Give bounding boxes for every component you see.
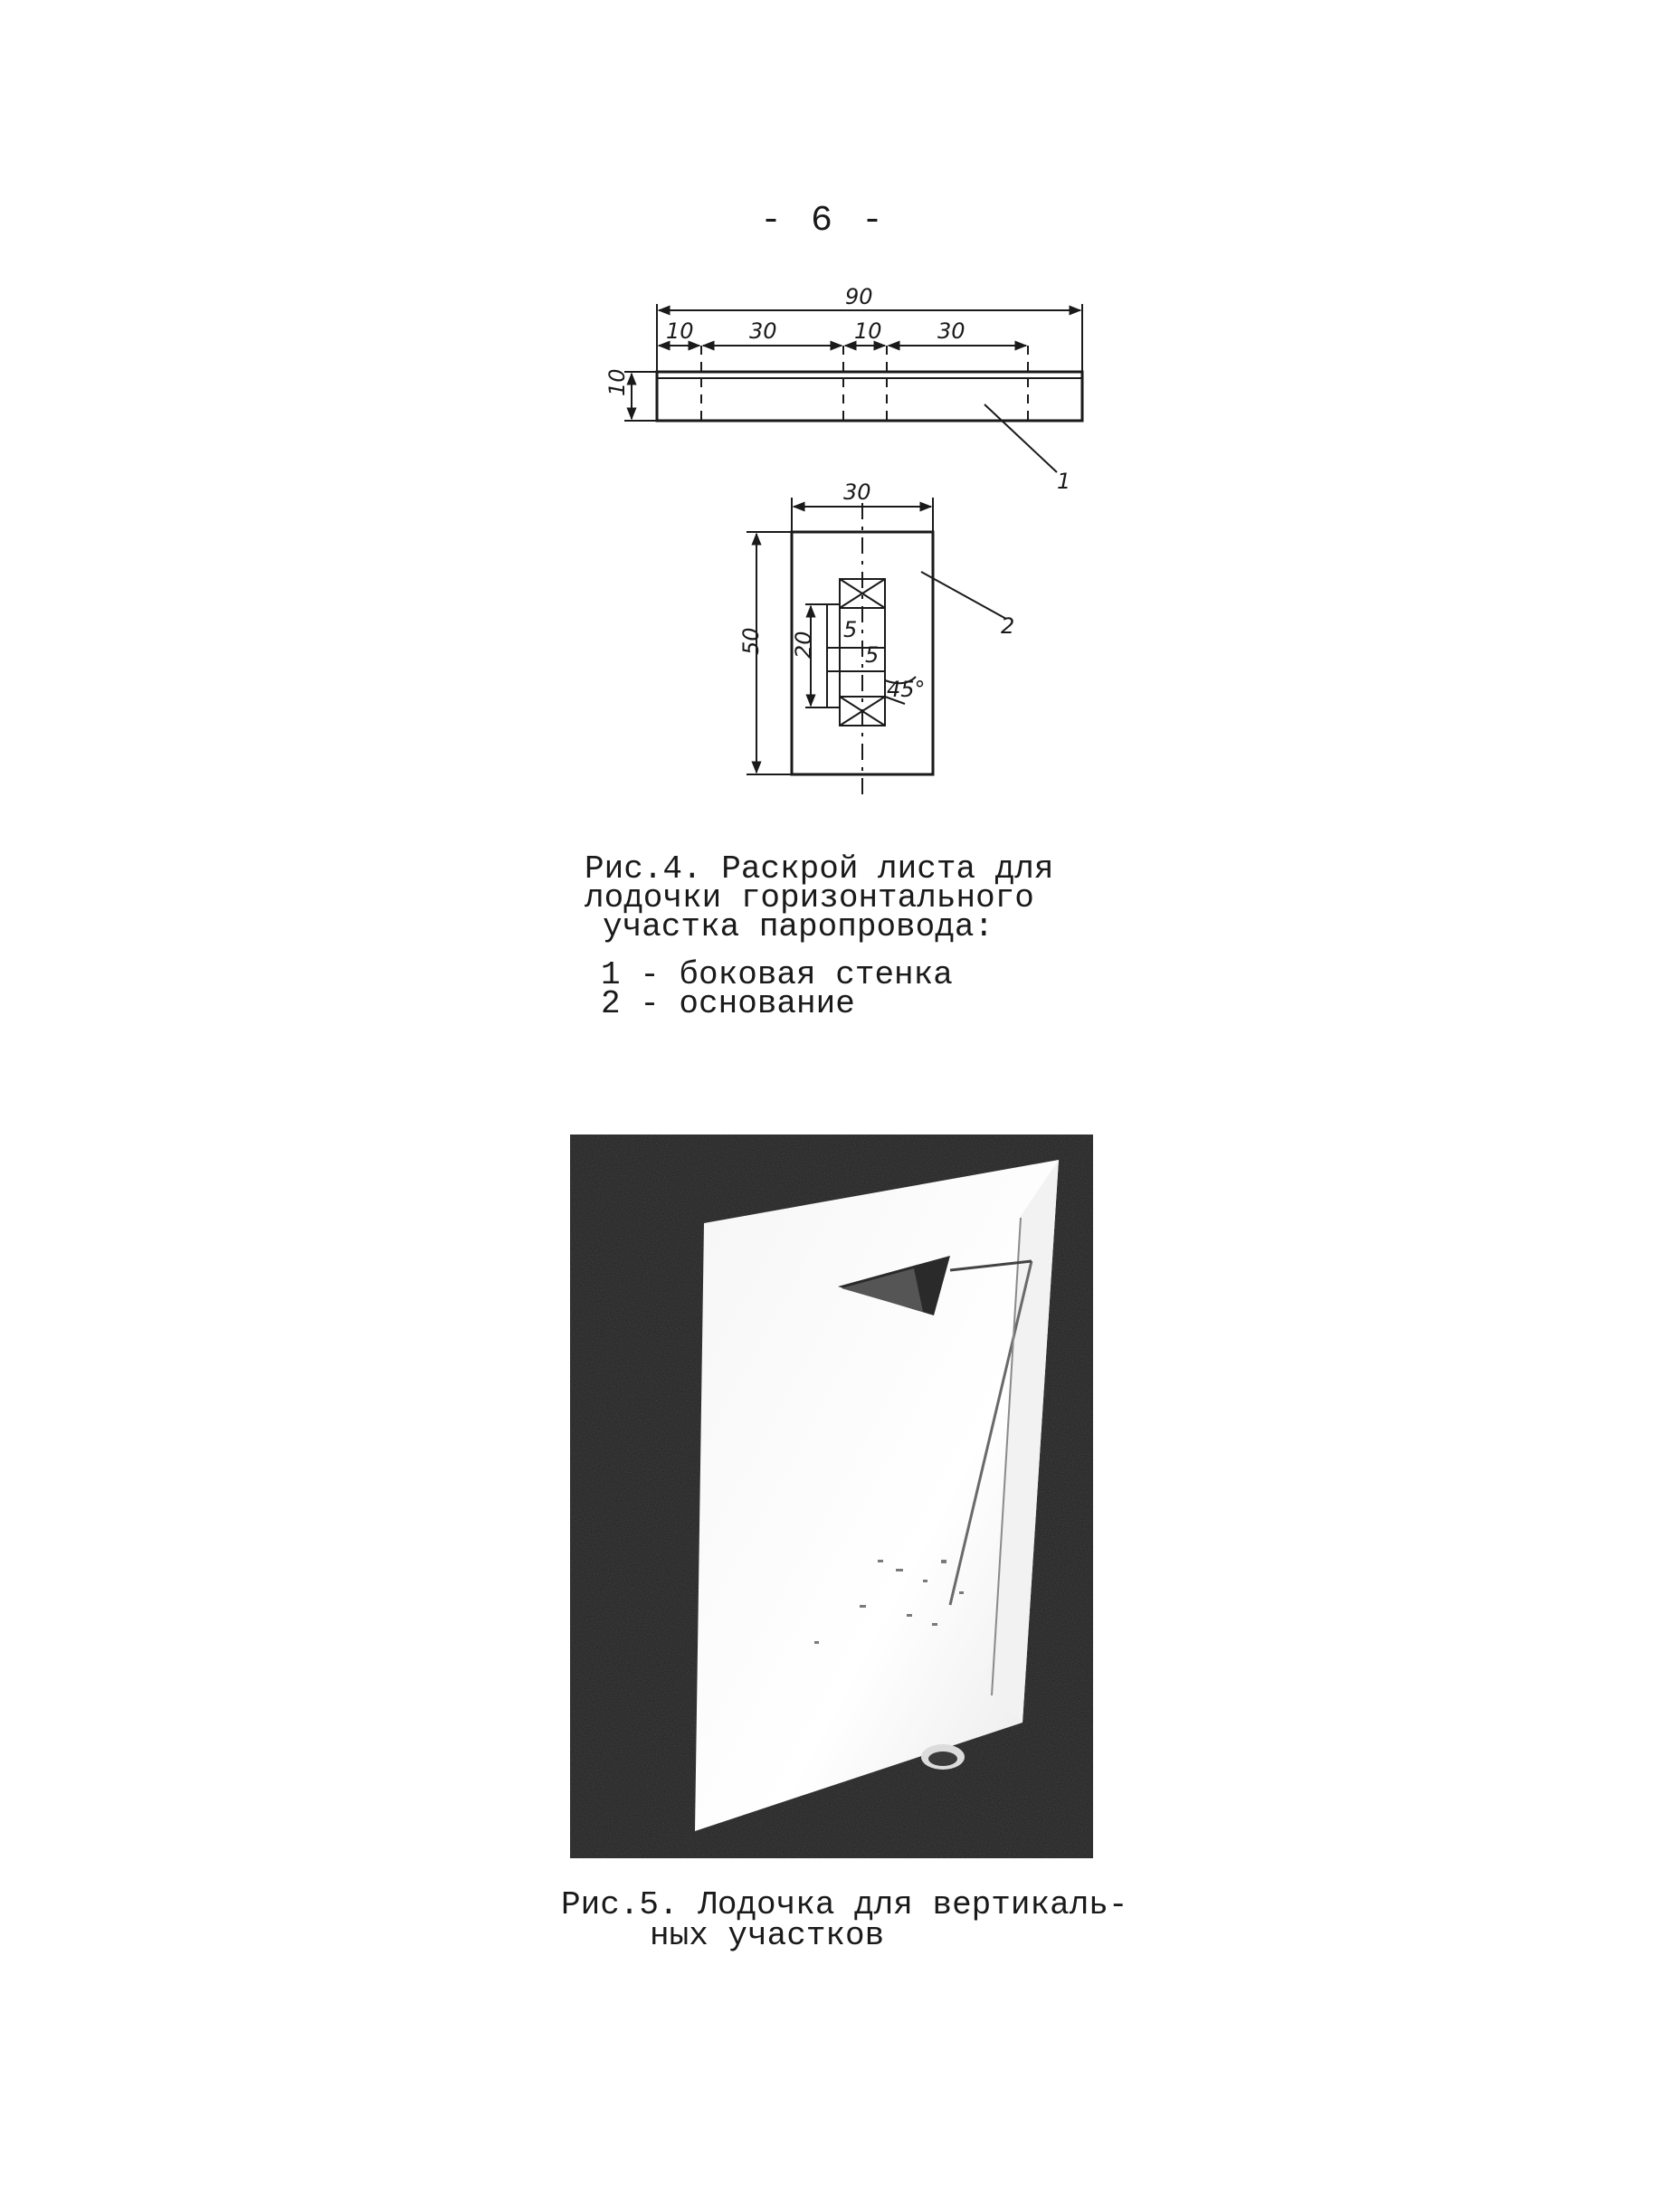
dim-angle: 45° xyxy=(887,677,926,702)
figure-4-caption-line-2: лодочки горизонтального xyxy=(585,879,1034,916)
dim-segment-1: 10 xyxy=(666,318,694,344)
figure-4-caption-line-3: участка паропровода: xyxy=(603,908,994,945)
callout-2: 2 xyxy=(1001,613,1015,639)
figure-4-legend-item-1: 1 - боковая стенка xyxy=(601,956,953,993)
dim-segment-3: 10 xyxy=(854,318,882,344)
figure-5-caption-line-1: Рис.5. Лодочка для вертикаль- xyxy=(561,1886,1128,1923)
figure-5-caption-line-2: ных участков xyxy=(650,1917,885,1954)
dim-cutout-width: 5 xyxy=(843,617,858,642)
figure-5-photo xyxy=(570,1134,1093,1858)
figure-5-photo-image xyxy=(570,1134,1093,1858)
dim-slot-width: 5 xyxy=(865,642,880,668)
page-number: - 6 - xyxy=(759,201,888,242)
figure-4-caption-line-1: Рис.4. Раскрой листа для xyxy=(585,850,1054,888)
dim-total-length: 90 xyxy=(845,284,873,309)
dim-base-height: 50 xyxy=(738,627,764,655)
callout-1: 1 xyxy=(1057,469,1071,494)
figure-4-legend-item-2: 2 - основание xyxy=(601,985,855,1022)
dim-segment-4: 30 xyxy=(937,318,965,344)
dim-cutout-height: 20 xyxy=(791,631,816,659)
dim-base-width: 30 xyxy=(843,479,871,505)
dim-segment-2: 30 xyxy=(749,318,777,344)
dim-height: 10 xyxy=(604,368,630,396)
